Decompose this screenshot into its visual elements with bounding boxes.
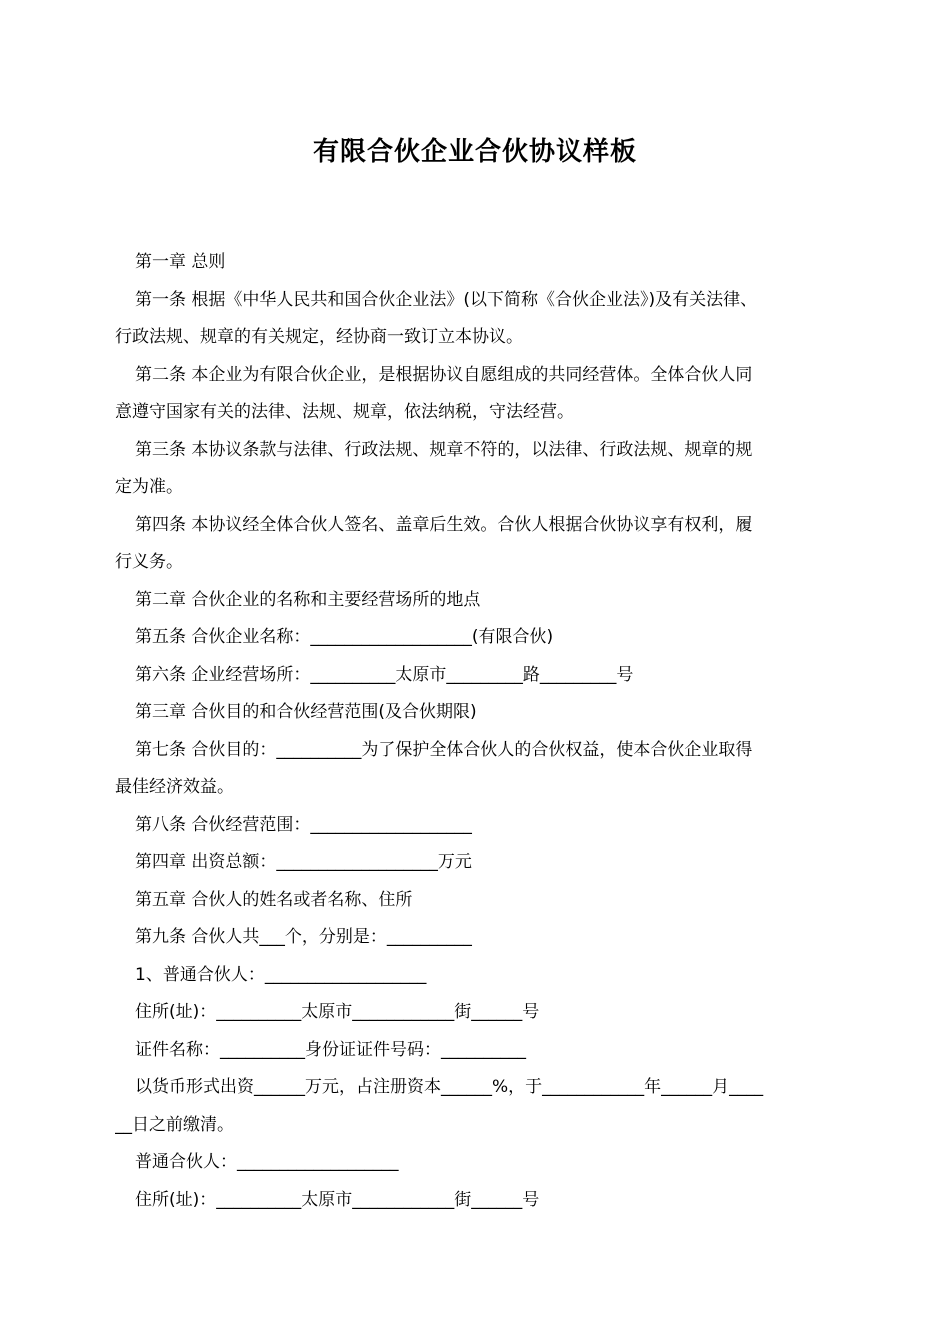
partner-1-name-line: 1、普通合伙人：___________________ — [135, 964, 427, 985]
document-body — [115, 244, 840, 1219]
chapter-heading: 第五章 合伙人的姓名或者名称、住所 — [135, 889, 413, 910]
article-4-line-2: 行义务。 — [115, 552, 183, 572]
partner-1-id-line: 证件名称：__________身份证证件号码：__________ — [135, 1039, 526, 1060]
article-3-line-1: 第三条 本协议条款与法律、行政法规、规章不符的，以法律、行政法规、规章的规 — [135, 439, 753, 460]
partner-1-capital-line-2: __日之前缴清。 — [115, 1114, 234, 1135]
chapter-heading: 第一章 总则 — [135, 252, 226, 272]
article-9-line: 第九条 合伙人共___个，分别是：__________ — [135, 927, 472, 947]
article-7-line-2: 最佳经济效益。 — [115, 777, 234, 797]
partner-2-address-line: 住所(址)：__________太原市____________街______号 — [135, 1189, 540, 1210]
article-1-line-2: 行政法规、规章的有关规定，经协商一致订立本协议。 — [115, 327, 523, 347]
article-3-line-2: 定为准。 — [115, 477, 183, 497]
article-7-line-1: 第七条 合伙目的：__________为了保护全体合伙人的合伙权益，使本合伙企业取得 — [135, 739, 753, 760]
article-8-line: 第八条 合伙经营范围：___________________ — [135, 814, 472, 835]
article-2-line-2: 意遵守国家有关的法律、法规、规章，依法纳税，守法经营。 — [115, 402, 574, 422]
chapter-heading: 第四章 出资总额：___________________万元 — [135, 852, 472, 872]
article-5-line: 第五条 合伙企业名称：___________________(有限合伙) — [135, 627, 554, 647]
partner-1-address-line: 住所(址)：__________太原市____________街______号 — [135, 1002, 540, 1022]
article-4-line-1: 第四条 本协议经全体合伙人签名、盖章后生效。合伙人根据合伙协议享有权利，履 — [135, 514, 753, 535]
document-title: 有限合伙企业合伙协议样板 — [312, 137, 637, 167]
chapter-heading: 第二章 合伙企业的名称和主要经营场所的地点 — [135, 589, 481, 610]
article-6-line: 第六条 企业经营场所：__________太原市_________路_________号 — [135, 664, 634, 685]
partner-2-name-line: 普通合伙人：___________________ — [135, 1152, 399, 1172]
chapter-heading: 第三章 合伙目的和合伙经营范围(及合伙期限) — [135, 702, 477, 722]
article-1-line-1: 第一条 根据《中华人民共和国合伙企业法》(以下简称《合伙企业法》)及有关法律、 — [135, 289, 758, 310]
article-2-line-1: 第二条 本企业为有限合伙企业，是根据协议自愿组成的共同经营体。全体合伙人同 — [135, 364, 753, 385]
partner-1-capital-line-1: 以货币形式出资______万元，占注册资本______%，于____________年______月____ — [135, 1077, 764, 1097]
